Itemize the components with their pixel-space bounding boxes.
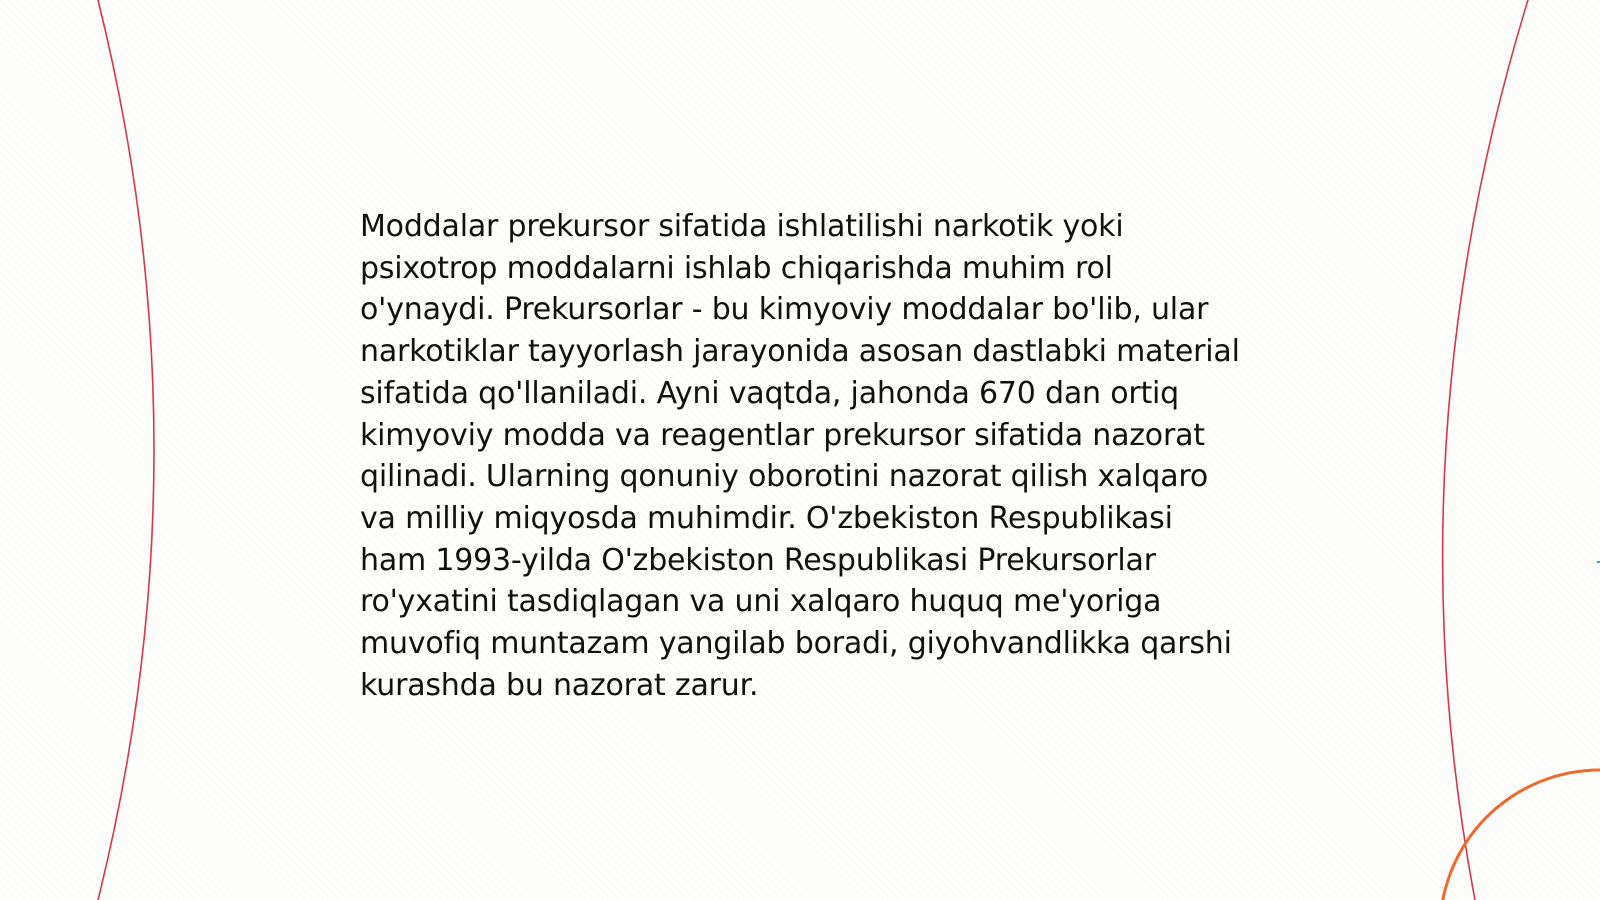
body-paragraph: Moddalar prekursor sifatida ishlatilishi narkotik yoki psixotrop moddalarni ishlab chiqarishda muhim rol o'ynaydi. Prekursorlar - bu kimyoviy moddalar bo'lib, ular narkotiklar tayyorlash jarayonida asosan dastlabki material sifatida qo'llaniladi. Ayni vaqtda, jahonda 670 dan ortiq kimyoviy modda va reagentlar prekursor sifatida nazorat qilinadi. Ularning qonuniy oborotini nazorat qilish xalqaro va milliy miqyosda muhimdir. O'zbekiston Respublikasi ham 1993-yilda O'zbekiston Respublikasi Prekursorlar ro'yxatini tasdiqlagan va uni xalqaro huquq me'yoriga muvofiq muntazam yangilab boradi, giyohvandlikka qarshi kurashda bu nazorat zarur. [360,209,1240,703]
left-red-arc [98,0,154,900]
right-red-arc [1443,0,1528,900]
